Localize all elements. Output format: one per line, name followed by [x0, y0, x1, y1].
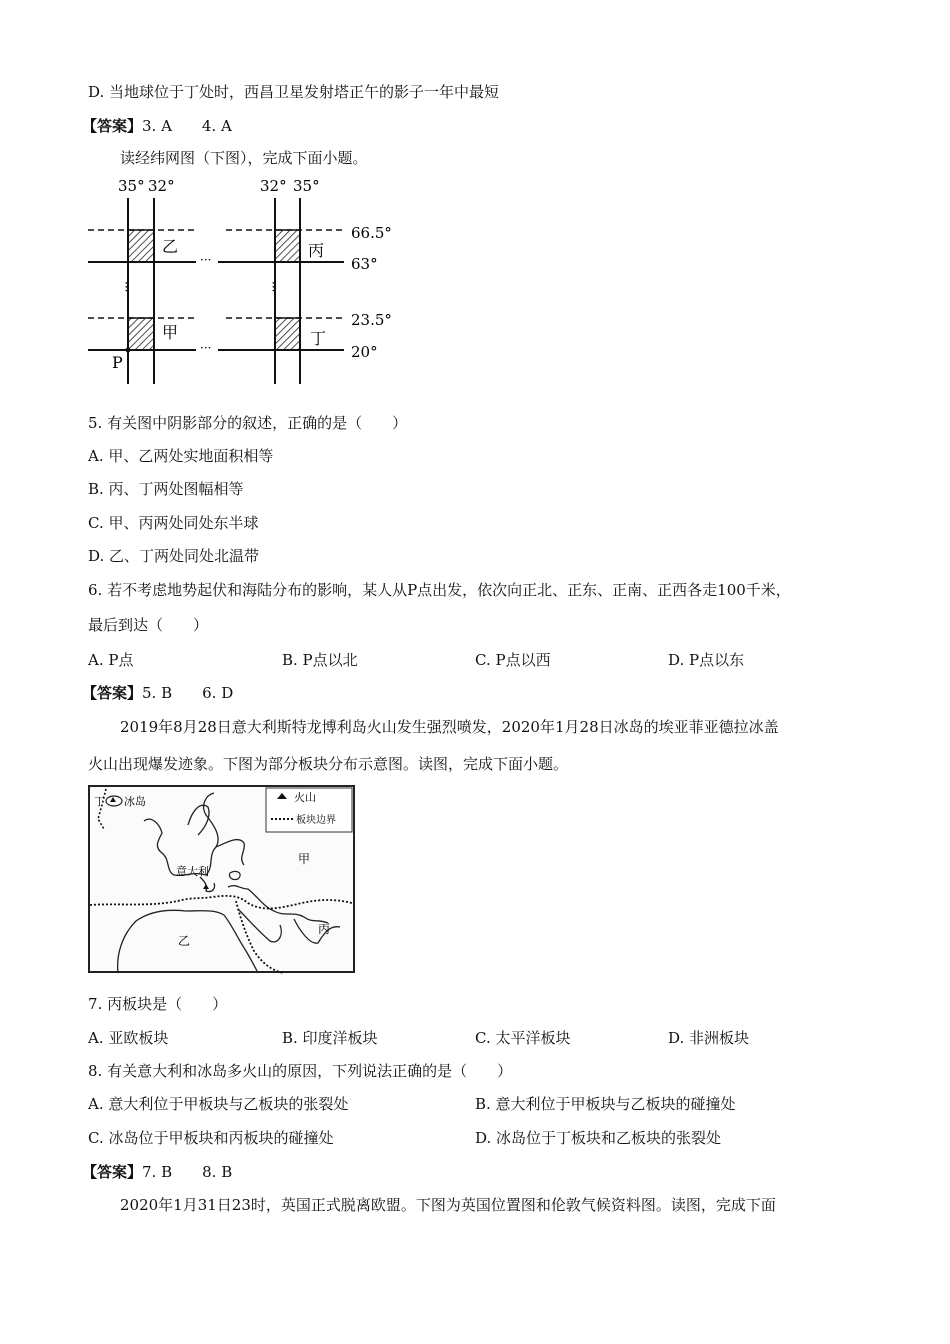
answer-text: 7. B 8. B	[142, 1163, 233, 1181]
q6-option-c: C. P点以西	[475, 651, 551, 669]
legend-boundary: 板块边界	[296, 815, 336, 826]
label-italy: 意大利	[176, 865, 209, 878]
q7-option-c: C. 太平洋板块	[475, 1029, 571, 1047]
ellipsis-dots: ···	[200, 253, 212, 267]
label-bing: 丙	[318, 922, 331, 936]
point-p	[126, 348, 131, 353]
intro-uk: 2020年1月31日23时，英国正式脱离欧盟。下图为英国位置图和伦敦气候资料图。读图，完成下面	[120, 1196, 776, 1214]
answer-3-4	[82, 116, 232, 136]
q6-option-a: A. P点	[88, 651, 134, 669]
q5-option-d: D. 乙、丁两处同处北温带	[88, 547, 260, 565]
q7-option-a: A. 亚欧板块	[88, 1029, 169, 1047]
legend-volcano: 火山	[294, 791, 316, 804]
shaded-cell-jia	[128, 318, 154, 350]
cell-label-ding: 丁	[310, 329, 327, 348]
lat-label-66-5: 66.5°	[351, 224, 392, 242]
q6-option-b: B. P点以北	[282, 651, 358, 669]
answer-tag: 【答案】	[82, 1163, 143, 1181]
lat-label-63: 63°	[351, 255, 378, 273]
label-yi: 乙	[178, 934, 191, 948]
point-p-label: P	[112, 353, 123, 372]
q8-option-b: B. 意大利位于甲板块与乙板块的碰撞处	[475, 1095, 736, 1113]
q5-option-b: B. 丙、丁两处图幅相等	[88, 480, 244, 498]
lat-lon-grid-figure	[86, 172, 406, 388]
lon-label-35-right: 35°	[293, 177, 320, 195]
answer-text: 5. B 6. D	[142, 684, 234, 702]
lon-label-32-left: 32°	[148, 177, 175, 195]
q6-option-d: D. P点以东	[668, 651, 745, 669]
answer-tag: 【答案】	[82, 117, 143, 135]
q7-option-b: B. 印度洋板块	[282, 1029, 378, 1047]
question-8: 8. 有关意大利和冰岛多火山的原因，下列说法正确的是（ ）	[88, 1062, 513, 1080]
cell-label-jia: 甲	[162, 323, 179, 342]
q5-option-a: A. 甲、乙两处实地面积相等	[88, 447, 274, 465]
question-7: 7. 丙板块是（ ）	[88, 995, 228, 1013]
lat-label-23-5: 23.5°	[351, 311, 392, 329]
ellipsis-dots: ···	[119, 281, 133, 293]
shaded-cell-bing	[275, 230, 300, 262]
ellipsis-dots: ···	[200, 341, 212, 355]
question-5: 5. 有关图中阴影部分的叙述，正确的是（ ）	[88, 414, 408, 432]
question-6: 6. 若不考虑地势起伏和海陆分布的影响，某人从P点出发，依次向正北、正东、正南、正西各走100千米，	[88, 581, 791, 599]
label-iceland: 冰岛	[124, 795, 146, 808]
label-ding: 丁	[94, 795, 105, 808]
lon-label-35-left: 35°	[118, 177, 145, 195]
intro-q7-8-a: 2019年8月28日意大利斯特龙博利岛火山发生强烈喷发，2020年1月28日冰岛的埃亚菲亚德拉冰盖	[120, 718, 779, 736]
label-jia: 甲	[298, 852, 311, 866]
intro-q7-8-b: 火山出现爆发迹象。下图为部分板块分布示意图。读图，完成下面小题。	[88, 755, 569, 773]
answer-text: 3. A 4. A	[142, 117, 232, 135]
shaded-cell-ding	[275, 318, 300, 350]
plate-map-figure	[88, 785, 356, 975]
intro-q5-6: 读经纬网图（下图），完成下面小题。	[120, 149, 368, 167]
q8-option-d: D. 冰岛位于丁板块和乙板块的张裂处	[475, 1129, 722, 1147]
q5-option-c: C. 甲、丙两处同处东半球	[88, 514, 259, 532]
ellipsis-dots: ···	[266, 281, 280, 293]
q7-option-d: D. 非洲板块	[668, 1029, 750, 1047]
question-6-cont: 最后到达（ ）	[88, 616, 209, 634]
shaded-cell-yi	[128, 230, 154, 262]
q8-option-a: A. 意大利位于甲板块与乙板块的张裂处	[88, 1095, 349, 1113]
answer-tag: 【答案】	[82, 684, 143, 702]
lon-label-32-right: 32°	[260, 177, 287, 195]
q8-option-c: C. 冰岛位于甲板块和丙板块的碰撞处	[88, 1129, 334, 1147]
lat-label-20: 20°	[351, 343, 378, 361]
answer-7-8	[82, 1162, 232, 1182]
answer-5-6	[82, 683, 233, 703]
cell-label-bing: 丙	[308, 241, 325, 260]
cell-label-yi: 乙	[162, 237, 179, 256]
option-d-q4: D. 当地球位于丁处时，西昌卫星发射塔正午的影子一年中最短	[88, 83, 500, 101]
